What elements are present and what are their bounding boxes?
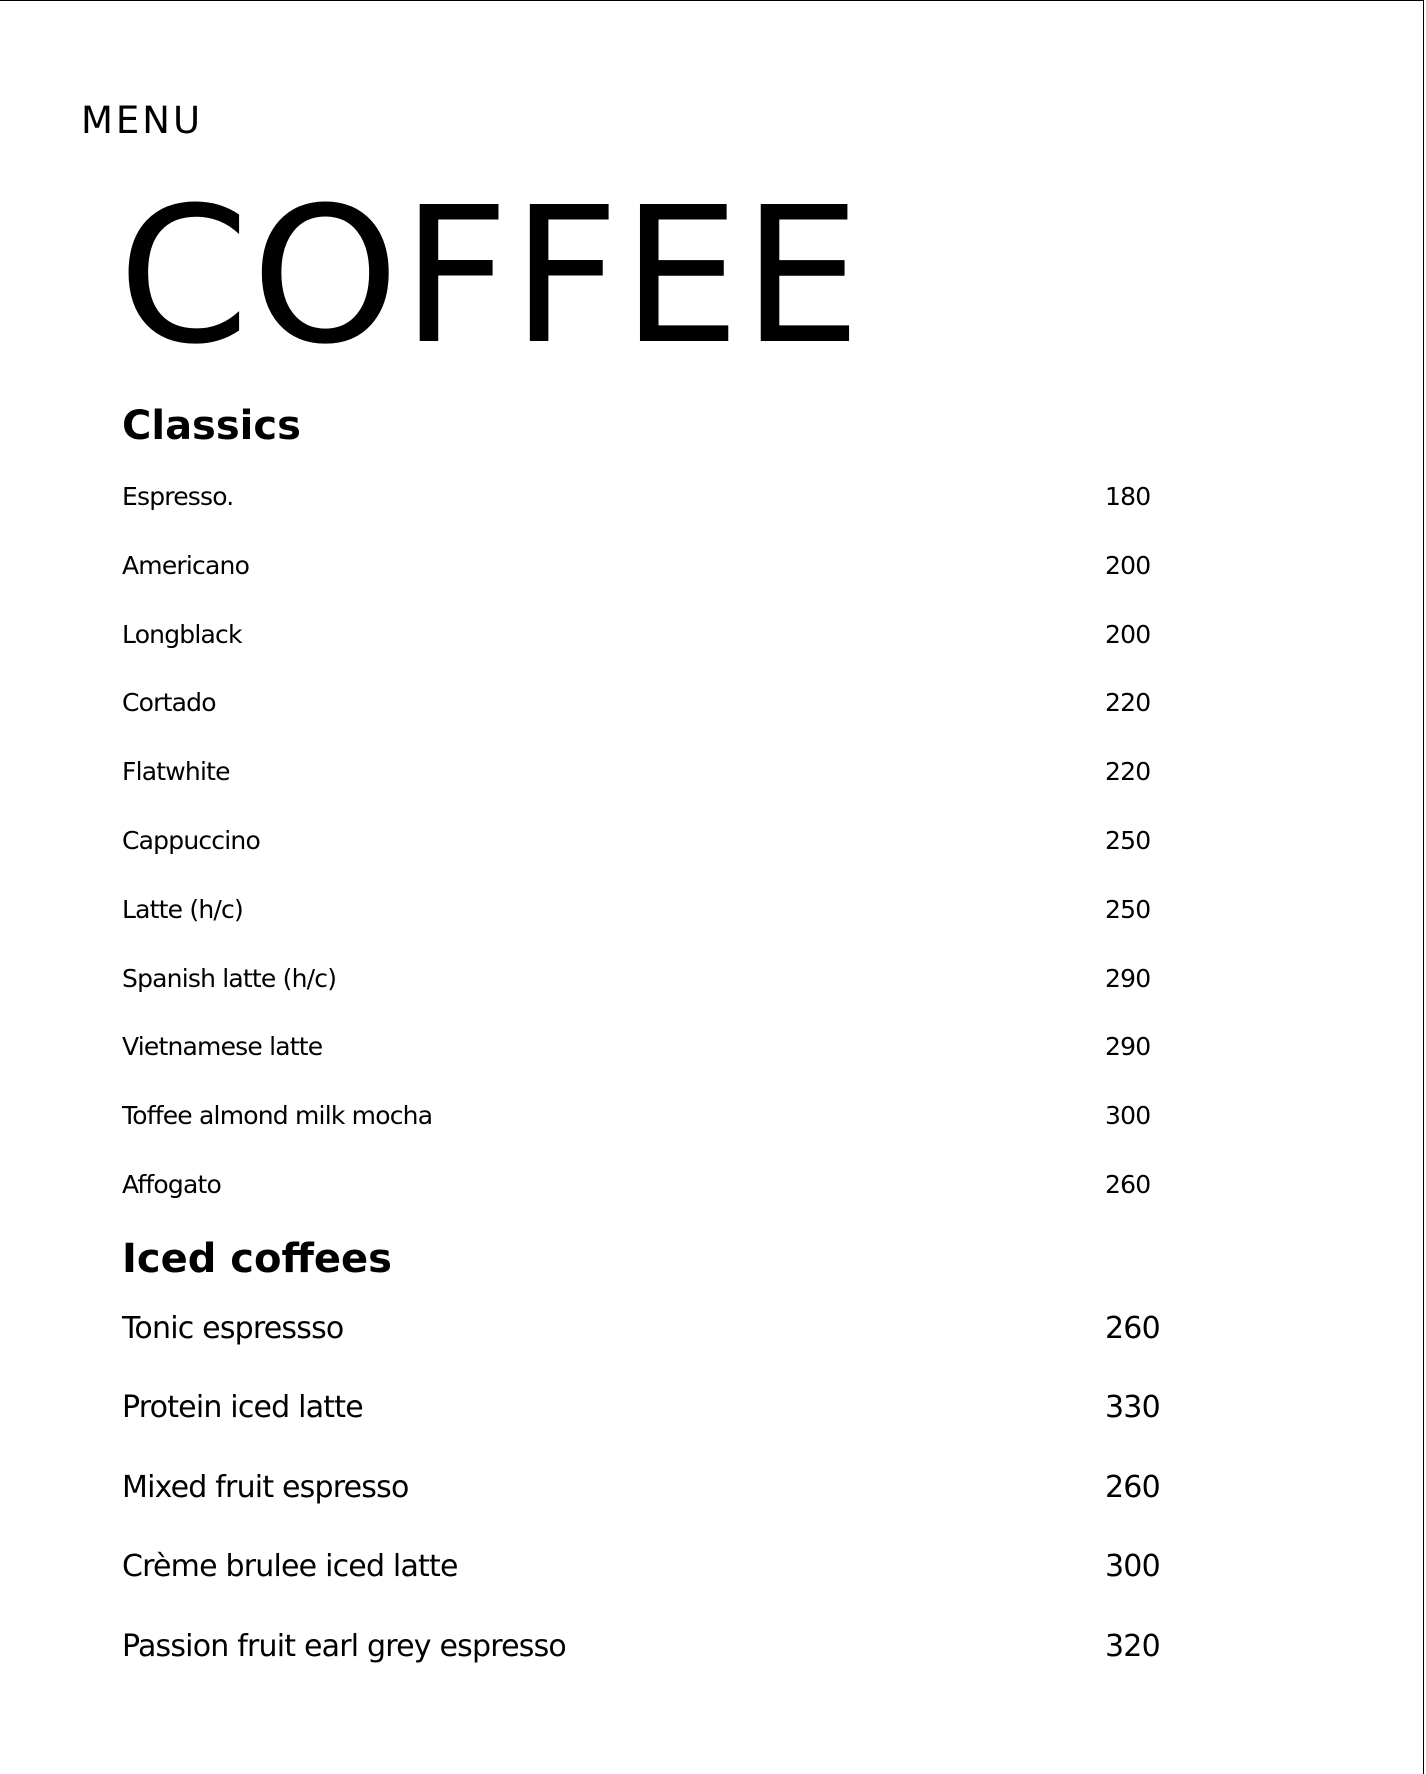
item-name: Mixed fruit espresso xyxy=(122,1470,409,1505)
item-name: Tonic espressso xyxy=(122,1311,344,1346)
item-name: Protein iced latte xyxy=(122,1390,363,1425)
item-price: 300 xyxy=(1105,1549,1160,1584)
item-name: Toffee almond milk mocha xyxy=(122,1101,433,1130)
item-name: Crème brulee iced latte xyxy=(122,1549,458,1584)
item-price: 220 xyxy=(1105,688,1151,717)
item-price: 220 xyxy=(1105,757,1151,786)
item-name: Latte (h/c) xyxy=(122,895,243,924)
item-price: 290 xyxy=(1105,964,1151,993)
item-price: 260 xyxy=(1105,1470,1160,1505)
section-heading-classics: Classics xyxy=(122,403,301,449)
item-name: Flatwhite xyxy=(122,757,230,786)
item-name: Passion fruit earl grey espresso xyxy=(122,1629,566,1664)
item-price: 250 xyxy=(1105,895,1151,924)
page-title: COFFEE xyxy=(118,167,864,386)
item-name: Cappuccino xyxy=(122,826,260,855)
item-price: 200 xyxy=(1105,620,1151,649)
item-name: Vietnamese latte xyxy=(122,1032,323,1061)
item-name: Americano xyxy=(122,551,250,580)
item-price: 320 xyxy=(1105,1629,1160,1664)
menu-label: MENU xyxy=(81,99,204,142)
item-price: 290 xyxy=(1105,1032,1151,1061)
item-price: 260 xyxy=(1105,1311,1160,1346)
item-price: 180 xyxy=(1105,482,1151,511)
item-price: 200 xyxy=(1105,551,1151,580)
item-name: Cortado xyxy=(122,688,216,717)
item-price: 250 xyxy=(1105,826,1151,855)
item-name: Spanish latte (h/c) xyxy=(122,964,337,993)
item-name: Longblack xyxy=(122,620,242,649)
item-price: 330 xyxy=(1105,1390,1160,1425)
item-name: Espresso. xyxy=(122,482,234,511)
item-price: 300 xyxy=(1105,1101,1151,1130)
section-heading-iced-coffees: Iced coffees xyxy=(122,1236,392,1282)
item-price: 260 xyxy=(1105,1170,1151,1199)
item-name: Affogato xyxy=(122,1170,221,1199)
